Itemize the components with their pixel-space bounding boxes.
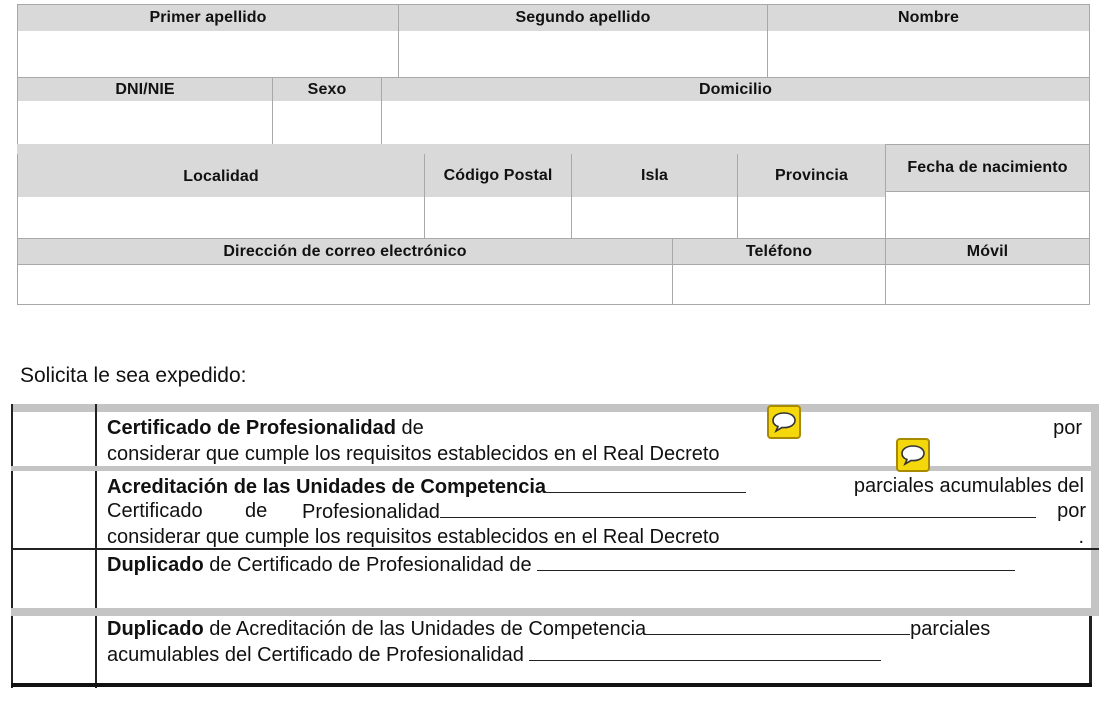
option-text-end: por (1057, 500, 1086, 522)
blank-line[interactable] (546, 474, 746, 493)
option-text-end: por (1053, 417, 1082, 439)
blank-line[interactable] (537, 552, 1015, 571)
email-field[interactable] (17, 264, 672, 305)
solicita-heading: Solicita le sea expedido: (20, 364, 247, 387)
header-telefono: Teléfono (672, 238, 885, 264)
comment-icon[interactable] (767, 405, 801, 439)
header-codigo-postal: Código Postal (424, 154, 571, 197)
dni-field[interactable] (17, 101, 272, 144)
checkbox-cell-duplicado-acreditacion[interactable] (13, 616, 95, 683)
header-fecha-nacimiento: Fecha de nacimiento (885, 144, 1090, 191)
option-certificado-line1: Certificado de Profesionalidad de (107, 417, 424, 439)
row-separator (11, 466, 1099, 471)
movil-field[interactable] (885, 264, 1090, 305)
header-provincia: Provincia (737, 154, 885, 197)
primer-apellido-field[interactable] (17, 31, 398, 77)
option-duplicado-certificado-line1: Duplicado de Certificado de Profesionalidad de (107, 552, 1015, 577)
header-email: Dirección de correo electrónico (17, 238, 672, 264)
comment-icon[interactable] (896, 438, 930, 472)
option-title: Acreditación de las Unidades de Competencia (107, 476, 547, 498)
localidad-field[interactable] (17, 197, 424, 238)
checkbox-cell-acreditacion[interactable] (13, 471, 95, 548)
options-bottom-border (11, 683, 1092, 687)
header-isla: Isla (571, 154, 737, 197)
option-title: Duplicado (107, 554, 204, 576)
header-localidad: Localidad (17, 154, 424, 197)
header-nombre: Nombre (767, 4, 1090, 31)
header-sexo: Sexo (272, 77, 381, 101)
header-band (17, 144, 885, 154)
row-separator (11, 608, 1099, 616)
blank-line[interactable] (646, 616, 910, 635)
header-primer-apellido: Primer apellido (17, 4, 398, 31)
checkbox-column-divider (95, 404, 97, 688)
nombre-field[interactable] (767, 31, 1090, 77)
option-text: de (245, 500, 268, 522)
isla-field[interactable] (571, 197, 737, 238)
checkbox-cell-duplicado-certificado[interactable] (13, 550, 95, 608)
header-movil: Móvil (885, 238, 1090, 264)
option-text-end: parciales acumulables del (853, 475, 1084, 497)
option-acreditacion-line1 (107, 474, 746, 499)
blank-line[interactable] (529, 642, 881, 661)
segundo-apellido-field[interactable] (398, 31, 767, 77)
option-title: Certificado de Profesionalidad (107, 417, 396, 439)
codigo-postal-field[interactable] (424, 197, 571, 238)
domicilio-field[interactable] (381, 101, 1090, 144)
header-domicilio: Domicilio (381, 77, 1090, 101)
options-right-border-bottom (1089, 616, 1092, 686)
option-text: Certificado (107, 500, 203, 522)
option-acreditacion-line2: Profesionalidad (302, 499, 1036, 524)
header-segundo-apellido: Segundo apellido (398, 4, 767, 31)
telefono-field[interactable] (672, 264, 885, 305)
sexo-field[interactable] (272, 101, 381, 144)
option-duplicado-acreditacion-line2: acumulables del Certificado de Profesionalidad (107, 642, 881, 667)
option-title: Duplicado (107, 618, 204, 640)
option-certificado-line2: considerar que cumple los requisitos establecidos en el Real Decreto (107, 443, 720, 465)
option-duplicado-acreditacion-line1: Duplicado de Acreditación de las Unidades de Competencia parciales (107, 618, 991, 640)
blank-line[interactable] (440, 499, 1036, 518)
provincia-field[interactable] (737, 197, 885, 238)
option-text-end: . (1078, 526, 1084, 548)
fecha-nacimiento-field[interactable] (885, 191, 1090, 238)
option-acreditacion-line3: considerar que cumple los requisitos establecidos en el Real Decreto (107, 526, 720, 548)
options-top-border (11, 404, 1099, 412)
checkbox-cell-certificado[interactable] (13, 412, 95, 466)
options-right-border (1091, 404, 1099, 616)
header-dni: DNI/NIE (17, 77, 272, 101)
